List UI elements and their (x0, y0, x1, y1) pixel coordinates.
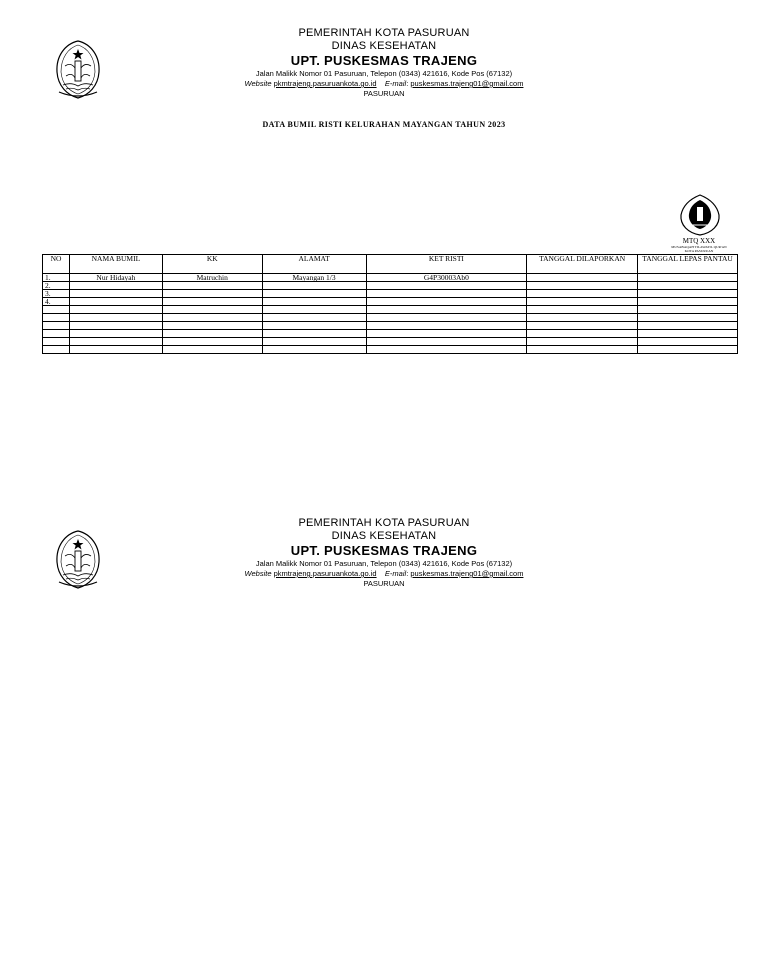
col-header: NO (43, 255, 70, 274)
table-cell (366, 330, 527, 338)
table-cell (527, 338, 638, 346)
table-cell (527, 282, 638, 290)
table-cell (366, 298, 527, 306)
government-name: PEMERINTAH KOTA PASURUAN (298, 517, 470, 529)
table-cell (527, 290, 638, 298)
department-name: DINAS KESEHATAN (331, 40, 437, 52)
table-cell (162, 306, 262, 314)
table-cell (527, 274, 638, 282)
table-cell (638, 282, 738, 290)
email-link[interactable]: puskesmas.trajeng01@gmail.com (410, 569, 524, 578)
mtq-subtitle-2: KOTA PASURUAN (684, 249, 714, 253)
table-cell (262, 298, 366, 306)
table-cell: 1. (43, 274, 70, 282)
table-cell (638, 322, 738, 330)
data-table (42, 254, 738, 354)
table-cell (69, 346, 162, 354)
email-label: E-mail (384, 79, 407, 88)
department-name: DINAS KESEHATAN (331, 530, 437, 542)
col-header: ALAMAT (262, 255, 366, 274)
table-cell: Matruchin (162, 274, 262, 282)
unit-name: UPT. PUSKESMAS TRAJENG (290, 543, 478, 558)
email-label: E-mail (384, 569, 407, 578)
table-row (43, 314, 738, 322)
table-cell (366, 290, 527, 298)
table-cell (638, 306, 738, 314)
table-body (43, 274, 738, 354)
document-title: DATA BUMIL RISTI KELURAHAN MAYANGAN TAHUN 2023 (262, 120, 506, 129)
unit-name: UPT. PUSKESMAS TRAJENG (290, 53, 478, 68)
table-cell (43, 338, 70, 346)
table-row (43, 306, 738, 314)
table-cell (638, 330, 738, 338)
table-cell (69, 290, 162, 298)
contact-line: Website pkmtrajeng.pasuruankota.go.id E-mail: puskesmas.trajeng01@gmail.com (244, 569, 524, 578)
table-cell (43, 322, 70, 330)
mtq-subtitle (660, 245, 738, 253)
table-cell (69, 338, 162, 346)
city-name: PASURUAN (363, 89, 405, 98)
table-cell (366, 314, 527, 322)
website-link[interactable]: pkmtrajeng.pasuruankota.go.id (273, 79, 377, 88)
table-cell (162, 290, 262, 298)
table-cell (527, 306, 638, 314)
email-link[interactable]: puskesmas.trajeng01@gmail.com (410, 79, 524, 88)
table-header-row (43, 255, 738, 274)
table-cell (638, 346, 738, 354)
col-header: TANGGAL DILAPORKAN (527, 255, 638, 274)
table-row (43, 322, 738, 330)
col-header: NAMA BUMIL (69, 255, 162, 274)
table-cell: G4P30003Ab0 (366, 274, 527, 282)
table-cell: Nur Hidayah (69, 274, 162, 282)
table-row (43, 290, 738, 298)
table-cell (262, 306, 366, 314)
table-cell (69, 282, 162, 290)
table-cell (262, 346, 366, 354)
col-header: KET RISTI (366, 255, 527, 274)
government-name: PEMERINTAH KOTA PASURUAN (298, 27, 470, 39)
table-cell (638, 298, 738, 306)
table-cell (366, 282, 527, 290)
table-cell (366, 306, 527, 314)
city-name: PASURUAN (363, 579, 405, 588)
table-cell (262, 314, 366, 322)
mtq-label: MTQ XXX (682, 237, 716, 245)
table-cell: 2. (43, 282, 70, 290)
table-row (43, 298, 738, 306)
table-cell (527, 330, 638, 338)
table-cell (69, 314, 162, 322)
table-cell (162, 282, 262, 290)
table-cell (527, 298, 638, 306)
table-cell (69, 330, 162, 338)
table-cell (527, 322, 638, 330)
table-row (43, 330, 738, 338)
table-cell (366, 338, 527, 346)
table-cell (162, 330, 262, 338)
table-cell (69, 322, 162, 330)
address: Jalan Malikk Nomor 01 Pasuruan, Telepon (0343) 421616, Kode Pos (67132) (255, 559, 513, 568)
mtq-subtitle-1: MUSABAQAH TILAWATIL QUR'AN (671, 245, 727, 249)
table-cell (162, 338, 262, 346)
table-cell (262, 330, 366, 338)
table-cell: Mayangan 1/3 (262, 274, 366, 282)
letterhead (0, 517, 768, 597)
table-cell (366, 322, 527, 330)
city-emblem-icon (53, 38, 103, 100)
table-cell (262, 282, 366, 290)
table-cell (262, 322, 366, 330)
table-cell: 3. (43, 290, 70, 298)
table-cell (43, 346, 70, 354)
contact-line: Website pkmtrajeng.pasuruankota.go.id E-mail: puskesmas.trajeng01@gmail.com (244, 79, 524, 88)
website-link[interactable]: pkmtrajeng.pasuruankota.go.id (273, 569, 377, 578)
table-cell (162, 298, 262, 306)
website-label: Website (244, 569, 272, 578)
table-cell (69, 298, 162, 306)
table-row (43, 274, 738, 282)
table-cell (262, 290, 366, 298)
city-emblem-icon (53, 528, 103, 590)
table-cell (162, 314, 262, 322)
table-cell (638, 274, 738, 282)
table-cell (43, 314, 70, 322)
letterhead (0, 27, 768, 107)
table-cell (69, 306, 162, 314)
table-cell (43, 306, 70, 314)
table-cell (162, 346, 262, 354)
table-cell (527, 314, 638, 322)
table-cell (527, 346, 638, 354)
table-row (43, 346, 738, 354)
table-row (43, 338, 738, 346)
address: Jalan Malikk Nomor 01 Pasuruan, Telepon (0343) 421616, Kode Pos (67132) (255, 69, 513, 78)
table-cell (366, 346, 527, 354)
table-cell (638, 314, 738, 322)
table-cell (638, 338, 738, 346)
table-cell (43, 330, 70, 338)
table-cell (262, 338, 366, 346)
table-cell: 4. (43, 298, 70, 306)
website-label: Website (244, 79, 272, 88)
table-cell (638, 290, 738, 298)
table-row (43, 282, 738, 290)
col-header: TANGGAL LEPAS PANTAU (638, 255, 738, 274)
table-cell (162, 322, 262, 330)
col-header: KK (162, 255, 262, 274)
